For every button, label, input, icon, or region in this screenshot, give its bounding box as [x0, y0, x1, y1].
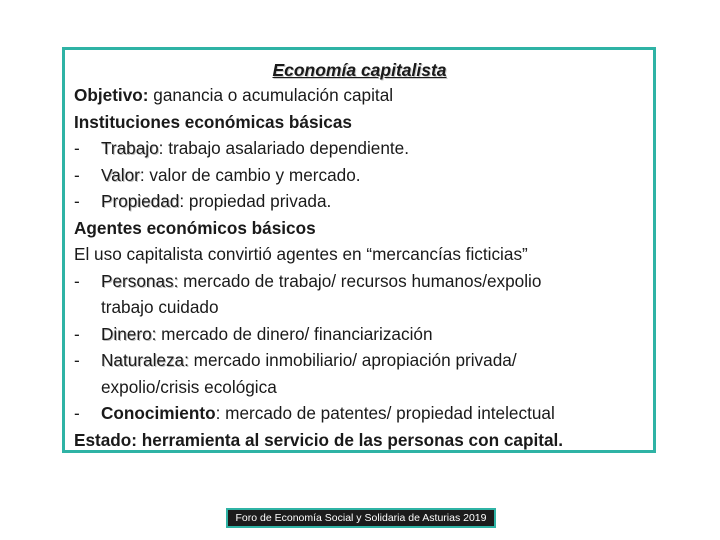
footer-label: Foro de Economía Social y Solidaria de Asturias 2019 — [226, 508, 496, 528]
institucion-label: Trabajo — [101, 138, 159, 158]
instituciones-heading: Instituciones económicas básicas — [74, 111, 352, 132]
agente-conocimiento — [74, 400, 645, 427]
bullet-dash: - — [74, 323, 80, 344]
agente-label: Dinero: — [101, 323, 157, 344]
agente-naturaleza-cont: expolio/crisis ecológica — [101, 376, 277, 397]
slide-title: Economía capitalista — [272, 60, 447, 80]
institucion-label: Propiedad — [101, 191, 180, 211]
bullet-dash: - — [74, 164, 80, 185]
institucion-text: : propiedad privada. — [179, 191, 332, 211]
agente-personas — [74, 268, 645, 295]
agentes-intro: El uso capitalista convirtió agentes en “mercancías ficticias” — [74, 244, 528, 264]
bullet-dash: - — [74, 138, 80, 158]
institucion-label: Valor — [101, 164, 140, 185]
agente-personas-cont: trabajo cuidado — [101, 297, 219, 317]
institucion-text: : trabajo asalariado dependiente. — [158, 138, 410, 158]
content-box — [62, 47, 656, 453]
agente-dinero — [74, 321, 645, 348]
institucion-propiedad — [74, 188, 645, 215]
objetivo-label: Objetivo: — [74, 85, 149, 105]
agente-label: Conocimiento — [101, 403, 216, 423]
agente-text: mercado de trabajo/ recursos humanos/expolio — [178, 270, 542, 291]
bullet-dash: - — [74, 350, 80, 370]
bullet-dash: - — [74, 270, 80, 291]
agentes-heading: Agentes económicos básicos — [74, 217, 316, 238]
objetivo-text: ganancia o acumulación capital — [148, 85, 394, 105]
bullet-dash: - — [74, 403, 80, 423]
agente-text: : mercado de patentes/ propiedad intelectual — [215, 403, 555, 423]
institucion-trabajo — [74, 135, 645, 162]
objetivo-line — [74, 82, 645, 109]
institucion-text: : valor de cambio y mercado. — [139, 164, 361, 185]
agente-text: mercado de dinero/ financiarización — [156, 323, 433, 344]
agente-label: Naturaleza: — [101, 350, 189, 370]
estado-line: Estado: herramienta al servicio de las personas con capital. — [74, 429, 564, 450]
agente-naturaleza — [74, 347, 645, 374]
agente-label: Personas: — [101, 270, 179, 291]
institucion-valor — [74, 162, 645, 189]
bullet-dash: - — [74, 191, 80, 211]
agente-text: mercado inmobiliario/ apropiación privada/ — [188, 350, 517, 370]
